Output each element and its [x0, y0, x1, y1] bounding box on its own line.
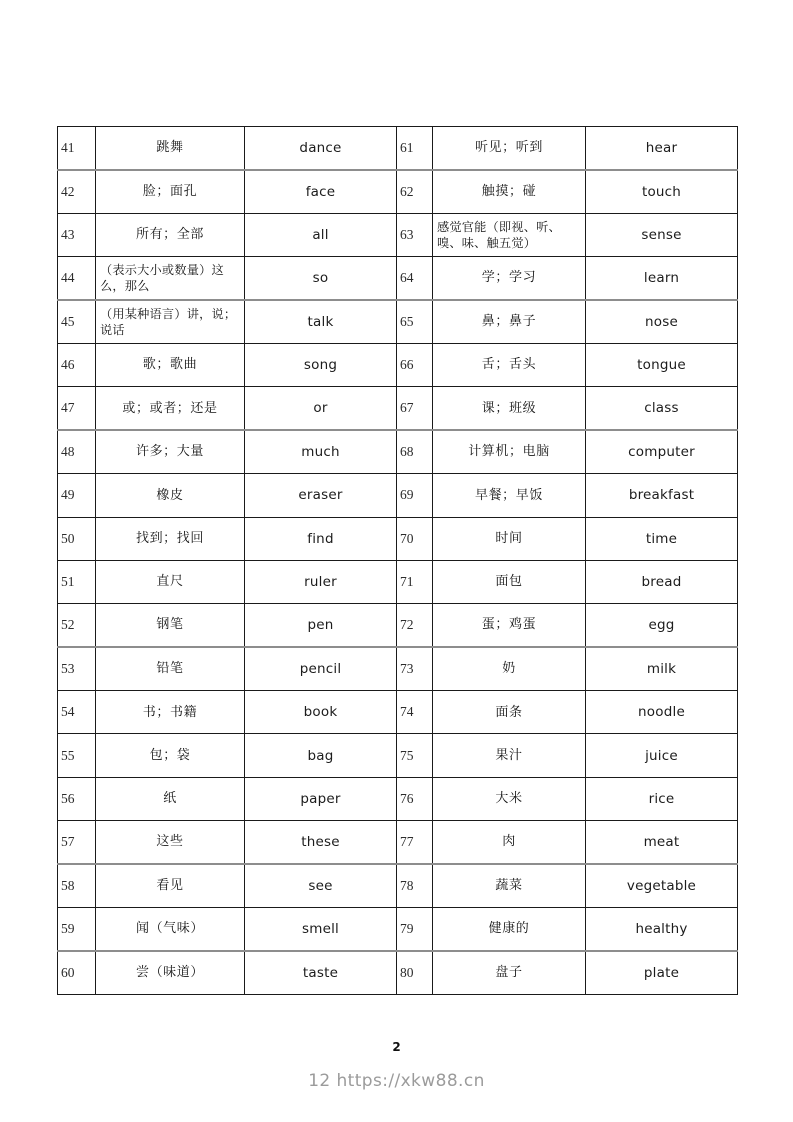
- cell-chinese-meaning: 铅笔: [96, 647, 245, 690]
- table-row: [58, 170, 738, 213]
- cell-index: 65: [397, 300, 433, 343]
- cell-index: 51: [58, 560, 96, 603]
- cell-english-word: noodle: [586, 691, 738, 734]
- cell-index: 60: [58, 951, 96, 994]
- cell-chinese-meaning: 包；袋: [96, 734, 245, 777]
- cell-index: 71: [397, 560, 433, 603]
- cell-index: 42: [58, 170, 96, 213]
- cell-index: 58: [58, 864, 96, 907]
- cell-chinese-meaning: 计算机；电脑: [433, 430, 586, 473]
- cell-english-word: touch: [586, 170, 738, 213]
- cell-english-word: rice: [586, 777, 738, 820]
- cell-index: 80: [397, 951, 433, 994]
- cell-chinese-meaning: 书；书籍: [96, 691, 245, 734]
- table-row: [58, 604, 738, 647]
- cell-index: 66: [397, 343, 433, 386]
- cell-chinese-meaning: 许多；大量: [96, 430, 245, 473]
- cell-chinese-meaning: 跳舞: [96, 127, 245, 170]
- cell-english-word: or: [245, 387, 397, 430]
- cell-english-word: book: [245, 691, 397, 734]
- table-row: [58, 821, 738, 864]
- cell-english-word: all: [245, 213, 397, 256]
- table-row: [58, 777, 738, 820]
- cell-chinese-meaning: （用某种语言）讲，说；说话: [96, 300, 245, 343]
- cell-english-word: time: [586, 517, 738, 560]
- cell-index: 72: [397, 604, 433, 647]
- cell-english-word: egg: [586, 604, 738, 647]
- cell-english-word: find: [245, 517, 397, 560]
- cell-index: 68: [397, 430, 433, 473]
- table-row: [58, 387, 738, 430]
- cell-chinese-meaning: 果汁: [433, 734, 586, 777]
- cell-index: 46: [58, 343, 96, 386]
- cell-index: 50: [58, 517, 96, 560]
- cell-chinese-meaning: 健康的: [433, 908, 586, 951]
- cell-chinese-meaning: 蔬菜: [433, 864, 586, 907]
- cell-chinese-meaning: 直尺: [96, 560, 245, 603]
- cell-chinese-meaning: 时间: [433, 517, 586, 560]
- page-number: 2: [392, 1040, 401, 1054]
- table-row: [58, 647, 738, 690]
- cell-chinese-meaning: 歌；歌曲: [96, 343, 245, 386]
- cell-english-word: pen: [245, 604, 397, 647]
- cell-english-word: computer: [586, 430, 738, 473]
- cell-index: 45: [58, 300, 96, 343]
- cell-chinese-meaning: 鼻；鼻子: [433, 300, 586, 343]
- cell-english-word: taste: [245, 951, 397, 994]
- cell-index: 57: [58, 821, 96, 864]
- cell-english-word: dance: [245, 127, 397, 170]
- table-row: [58, 864, 738, 907]
- cell-english-word: talk: [245, 300, 397, 343]
- table-row: [58, 343, 738, 386]
- cell-chinese-meaning: 尝（味道）: [96, 951, 245, 994]
- table-row: [58, 517, 738, 560]
- cell-chinese-meaning: 闻（气味）: [96, 908, 245, 951]
- cell-index: 77: [397, 821, 433, 864]
- cell-english-word: juice: [586, 734, 738, 777]
- watermark-text: 12 https://xkw88.cn: [308, 1071, 485, 1091]
- table-row: [58, 213, 738, 256]
- cell-english-word: eraser: [245, 474, 397, 517]
- cell-index: 52: [58, 604, 96, 647]
- cell-index: 44: [58, 257, 96, 300]
- vocabulary-table-body: [58, 127, 738, 995]
- cell-index: 56: [58, 777, 96, 820]
- cell-chinese-meaning: 奶: [433, 647, 586, 690]
- cell-index: 79: [397, 908, 433, 951]
- cell-english-word: sense: [586, 213, 738, 256]
- cell-english-word: paper: [245, 777, 397, 820]
- cell-english-word: bag: [245, 734, 397, 777]
- cell-english-word: hear: [586, 127, 738, 170]
- cell-index: 59: [58, 908, 96, 951]
- cell-english-word: face: [245, 170, 397, 213]
- cell-chinese-meaning: 纸: [96, 777, 245, 820]
- cell-index: 78: [397, 864, 433, 907]
- cell-chinese-meaning: 肉: [433, 821, 586, 864]
- cell-chinese-meaning: 面包: [433, 560, 586, 603]
- cell-index: 67: [397, 387, 433, 430]
- cell-english-word: ruler: [245, 560, 397, 603]
- cell-chinese-meaning: 钢笔: [96, 604, 245, 647]
- cell-chinese-meaning: 学；学习: [433, 257, 586, 300]
- table-row: [58, 560, 738, 603]
- cell-index: 73: [397, 647, 433, 690]
- cell-chinese-meaning: 找到；找回: [96, 517, 245, 560]
- cell-chinese-meaning: 大米: [433, 777, 586, 820]
- cell-english-word: vegetable: [586, 864, 738, 907]
- cell-index: 63: [397, 213, 433, 256]
- cell-index: 55: [58, 734, 96, 777]
- cell-english-word: breakfast: [586, 474, 738, 517]
- cell-index: 70: [397, 517, 433, 560]
- cell-index: 41: [58, 127, 96, 170]
- cell-chinese-meaning: 这些: [96, 821, 245, 864]
- table-row: [58, 474, 738, 517]
- cell-english-word: see: [245, 864, 397, 907]
- cell-chinese-meaning: 盘子: [433, 951, 586, 994]
- cell-index: 75: [397, 734, 433, 777]
- cell-english-word: tongue: [586, 343, 738, 386]
- cell-chinese-meaning: 蛋；鸡蛋: [433, 604, 586, 647]
- cell-index: 61: [397, 127, 433, 170]
- cell-index: 53: [58, 647, 96, 690]
- cell-english-word: smell: [245, 908, 397, 951]
- cell-chinese-meaning: 所有；全部: [96, 213, 245, 256]
- cell-chinese-meaning: 课；班级: [433, 387, 586, 430]
- cell-index: 64: [397, 257, 433, 300]
- table-row: [58, 127, 738, 170]
- cell-english-word: learn: [586, 257, 738, 300]
- cell-chinese-meaning: 舌；舌头: [433, 343, 586, 386]
- cell-english-word: meat: [586, 821, 738, 864]
- table-row: [58, 734, 738, 777]
- cell-chinese-meaning: 脸；面孔: [96, 170, 245, 213]
- cell-english-word: much: [245, 430, 397, 473]
- cell-index: 43: [58, 213, 96, 256]
- cell-index: 54: [58, 691, 96, 734]
- cell-english-word: class: [586, 387, 738, 430]
- cell-english-word: song: [245, 343, 397, 386]
- cell-english-word: pencil: [245, 647, 397, 690]
- cell-english-word: these: [245, 821, 397, 864]
- cell-english-word: healthy: [586, 908, 738, 951]
- table-row: [58, 691, 738, 734]
- cell-index: 48: [58, 430, 96, 473]
- cell-chinese-meaning: 橡皮: [96, 474, 245, 517]
- cell-chinese-meaning: 看见: [96, 864, 245, 907]
- cell-chinese-meaning: 早餐；早饭: [433, 474, 586, 517]
- cell-chinese-meaning: （表示大小或数量）这么，那么: [96, 257, 245, 300]
- table-row: [58, 300, 738, 343]
- cell-english-word: bread: [586, 560, 738, 603]
- cell-chinese-meaning: 面条: [433, 691, 586, 734]
- cell-index: 69: [397, 474, 433, 517]
- cell-chinese-meaning: 感觉官能（即视、听、嗅、味、触五觉）: [433, 213, 586, 256]
- cell-chinese-meaning: 或；或者；还是: [96, 387, 245, 430]
- cell-english-word: so: [245, 257, 397, 300]
- vocabulary-table: [57, 126, 738, 995]
- cell-english-word: milk: [586, 647, 738, 690]
- table-row: [58, 257, 738, 300]
- cell-english-word: nose: [586, 300, 738, 343]
- cell-index: 47: [58, 387, 96, 430]
- table-row: [58, 951, 738, 994]
- cell-index: 76: [397, 777, 433, 820]
- cell-chinese-meaning: 触摸；碰: [433, 170, 586, 213]
- cell-index: 49: [58, 474, 96, 517]
- cell-chinese-meaning: 听见；听到: [433, 127, 586, 170]
- cell-english-word: plate: [586, 951, 738, 994]
- table-row: [58, 430, 738, 473]
- table-row: [58, 908, 738, 951]
- cell-index: 62: [397, 170, 433, 213]
- cell-index: 74: [397, 691, 433, 734]
